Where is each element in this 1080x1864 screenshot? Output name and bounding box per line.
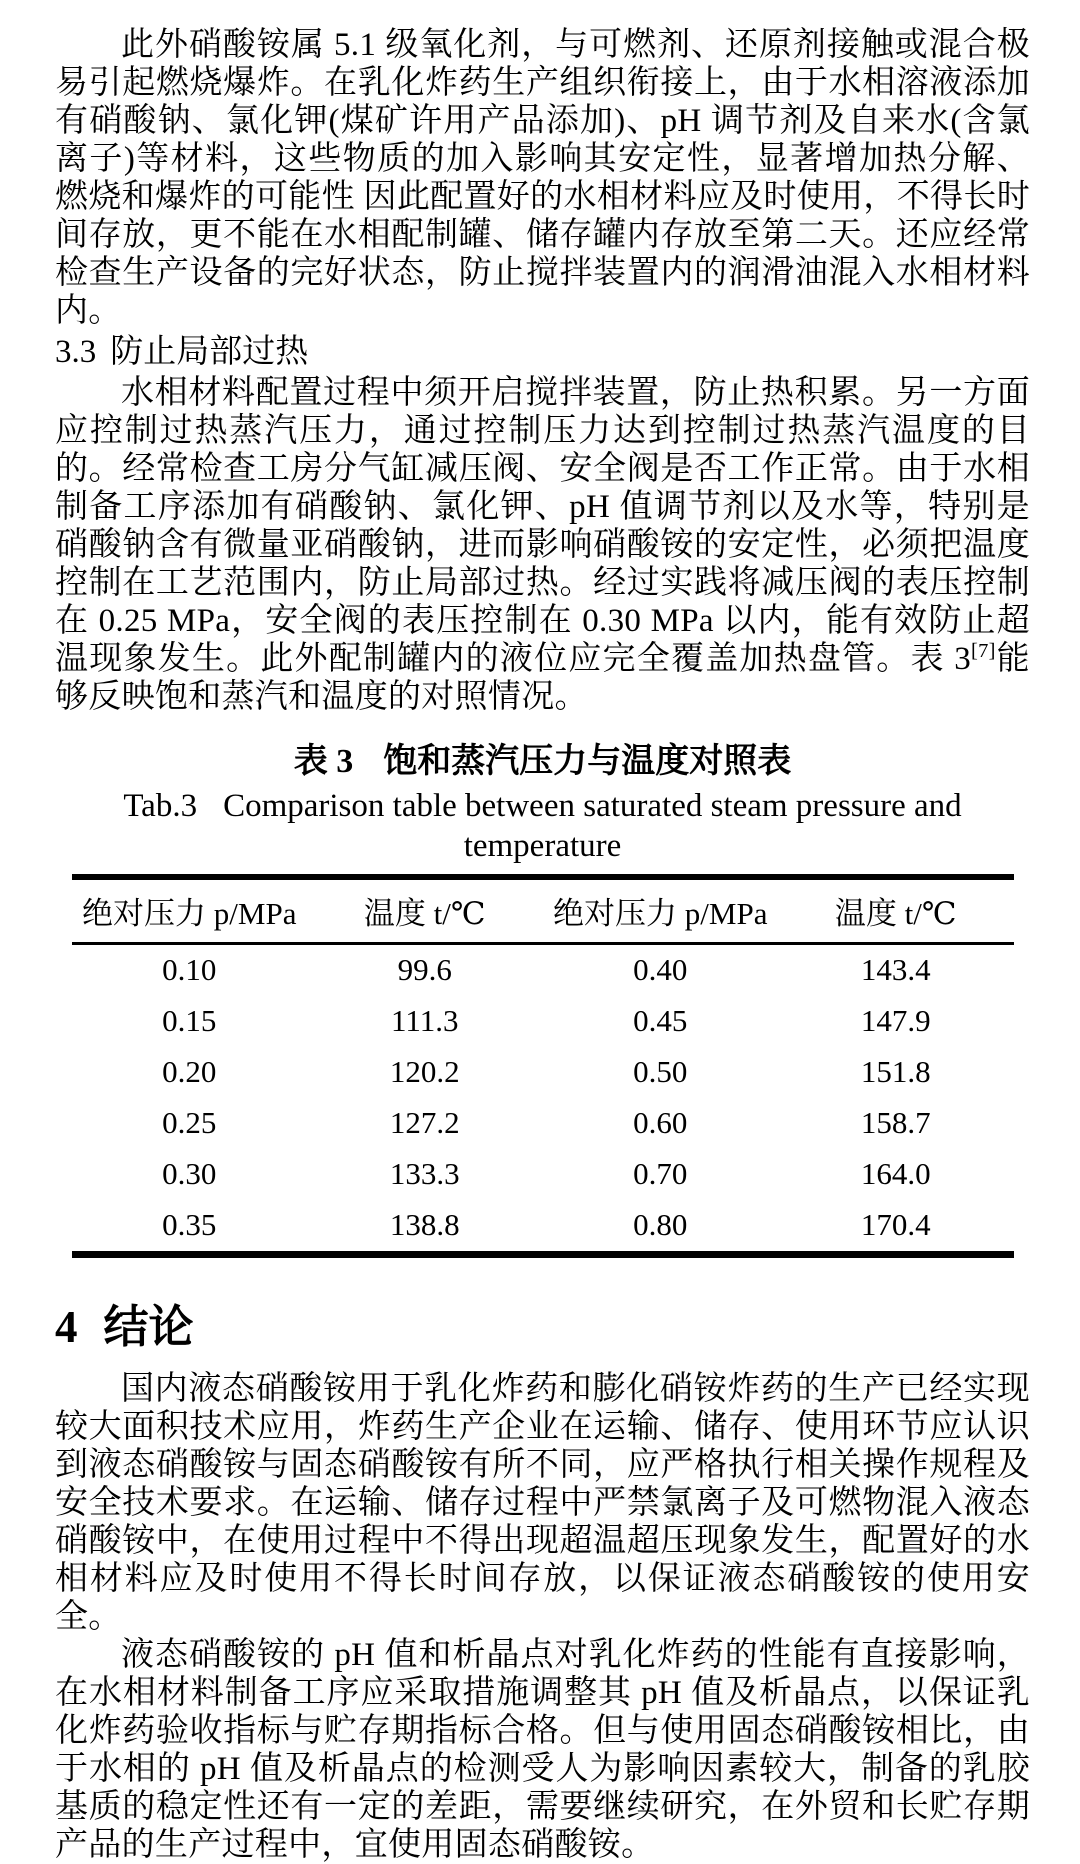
table-cell: 170.4: [860, 1207, 931, 1242]
table-cell: 0.15: [162, 1003, 217, 1038]
paragraph-overheating-text: 水相材料配置过程中须开启搅拌装置，防止热积累。另一方面应控制过热蒸汽压力，通过控制压力达到控制过热蒸汽温度的目的。经常检查工房分气缸减压阀、安全阀是否工作正常。由于水相制备工序添加有硝酸钠、氯化钾、pH 值调节剂以及水等，特别是硝酸钠含有微量亚硝酸钠，进而影响硝酸铵的安定性，必须把温度控制在工艺范围内，防止局部过热。经过实践将减压阀的表压控制在 0.25 MPa，安全阀的表压控制在 0.30 MPa 以内，能有效防止超温现象发生。此外配制罐内的液位应完全覆盖加热盘管。表 3: [55, 375, 1030, 677]
paragraph-oxidizer-hazard: 此外硝酸铵属 5.1 级氧化剂，与可燃剂、还原剂接触或混合极易引起燃烧爆炸。在乳化炸药生产组织衔接上，由于水相溶液添加有硝酸钠、氯化钾(煤矿许用产品添加)、pH 调节剂及自来水(含氯离子)等材料，这些物质的加入影响其安定性，显著增加热分解、燃烧和爆炸的可能性 因此配置好的水相材料应及时使用，不得长时间存放，更不能在水相配制罐、储存罐内存放至第二天。还应经常检查生产设备的完好状态，防止搅拌装置内的润滑油混入水相材料内。: [55, 27, 1030, 329]
table-cell: 147.9: [860, 1003, 931, 1038]
table-cell: 0.25: [162, 1105, 217, 1140]
table-cell: 151.8: [860, 1054, 931, 1089]
table-cell: 0.35: [162, 1207, 217, 1242]
table-cell: 99.6: [397, 952, 452, 987]
table-cell: 164.0: [860, 1156, 931, 1191]
table-cell: 0.45: [633, 1003, 688, 1038]
paragraph-local-overheating: [55, 374, 1030, 716]
table-cell: 111.3: [391, 1003, 459, 1038]
table3-caption-zh-title: 饱和蒸汽压力与温度对照表: [383, 743, 792, 780]
table-header-cell: 温度 t/℃: [778, 877, 1014, 944]
table-row: [72, 1149, 1014, 1200]
table3-caption-en-label: Tab.3: [123, 788, 198, 824]
section-3-3-title: 防止局部过热: [110, 334, 309, 370]
table-row: [72, 1047, 1014, 1098]
table3-caption-zh-label: 表 3: [293, 743, 354, 780]
citation-ref-7: [7]: [971, 640, 996, 662]
section-3-3-heading: [55, 332, 1030, 372]
section-4-title: 结论: [103, 1302, 194, 1352]
table-row: [72, 944, 1014, 997]
section-3-3-number: 3.3: [55, 334, 97, 370]
table3-caption-en-text: Comparison table between saturated steam pressure and temperature: [223, 788, 962, 864]
table-cell: 143.4: [860, 952, 931, 987]
table-cell: 0.40: [633, 952, 688, 987]
paragraph-conclusion-2: 液态硝酸铵的 pH 值和析晶点对乳化炸药的性能有直接影响，在水相材料制备工序应采取措施调整其 pH 值及析晶点，以保证乳化炸药验收指标与贮存期指标合格。但与使用固态硝酸铵相比，由于水相的 pH 值及析晶点的检测受人为影响因素较大，制备的乳胶基质的稳定性还有一定的差距，需要继续研究，在外贸和长贮存期产品的生产过程中，宜使用固态硝酸铵。: [55, 1637, 1030, 1863]
table-cell: 133.3: [389, 1156, 460, 1191]
table-header-cell: 绝对压力 p/MPa: [543, 877, 779, 944]
table-header-cell: 温度 t/℃: [307, 877, 543, 944]
table3-block: [55, 742, 1030, 1258]
table-row: [72, 1098, 1014, 1149]
table-row: [72, 1200, 1014, 1255]
paragraph-overheating-tail: 能够反映饱和蒸汽和温度的对照情况。: [55, 641, 1030, 715]
table-cell: 0.30: [162, 1156, 217, 1191]
section-4-number: 4: [55, 1302, 78, 1352]
table3-caption-en: [93, 786, 993, 866]
table-cell: 0.10: [162, 952, 217, 987]
saturated-steam-table: [72, 874, 1014, 1258]
table-cell: 0.20: [162, 1054, 217, 1089]
table-cell: 0.60: [633, 1105, 688, 1140]
table-header-cell: 绝对压力 p/MPa: [72, 877, 308, 944]
table-cell: 138.8: [389, 1207, 460, 1242]
table-cell: 0.50: [633, 1054, 688, 1089]
table-cell: 127.2: [389, 1105, 460, 1140]
table3-caption-zh: [55, 742, 1030, 782]
table-cell: 120.2: [389, 1054, 460, 1089]
paragraph-conclusion-1: 国内液态硝酸铵用于乳化炸药和膨化硝铵炸药的生产已经实现较大面积技术应用，炸药生产企业在运输、储存、使用环节应认识到液态硝酸铵与固态硝酸铵有所不同，应严格执行相关操作规程及安全技术要求。在运输、储存过程中严禁氯离子及可燃物混入液态硝酸铵中，在使用过程中不得出现超温超压现象发生，配置好的水相材料应及时使用不得长时间存放，以保证液态硝酸铵的使用安全。: [55, 1371, 1030, 1635]
table-cell: 0.80: [633, 1207, 688, 1242]
table-cell: 0.70: [633, 1156, 688, 1191]
table-cell: 158.7: [860, 1105, 931, 1140]
section-4-heading: [55, 1302, 1030, 1352]
table-row: [72, 996, 1014, 1047]
table-header-row: [72, 877, 1014, 944]
